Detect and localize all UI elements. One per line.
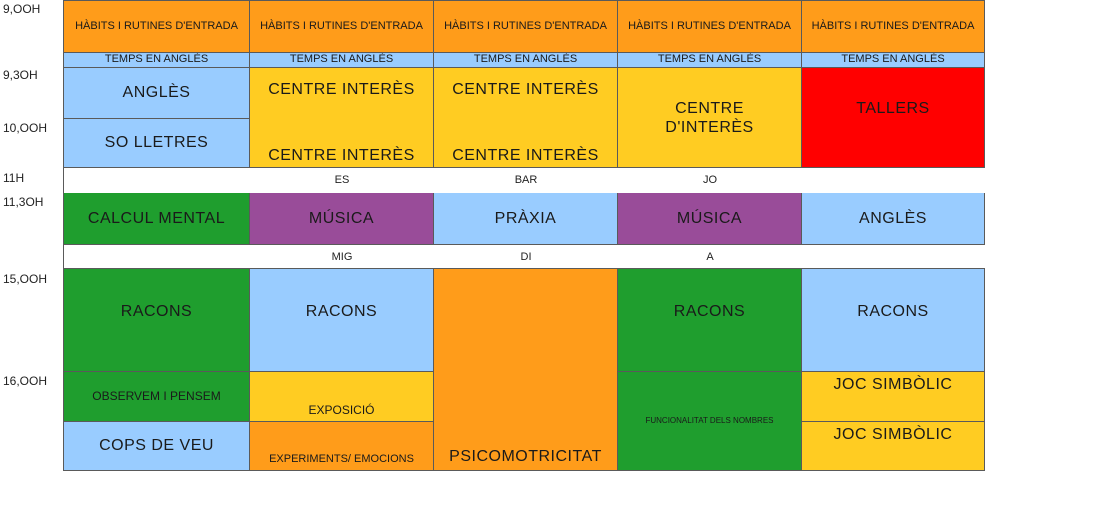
psychomotricity-wed: PSICOMOTRICITAT (434, 269, 618, 471)
break1-label-thu: JO (702, 174, 718, 186)
corners-mon: RACONS (64, 269, 250, 372)
interest-centre-tue: CENTRE INTERÈS CENTRE INTERÈS (250, 68, 434, 168)
corners-thu: RACONS (618, 269, 802, 372)
voice-strokes-mon: COPS DE VEU (64, 422, 250, 471)
english-time-fri: TEMPS EN ANGLÈS (802, 53, 985, 68)
corners-fri: RACONS (802, 269, 985, 372)
time-label-11: 11H (3, 171, 25, 185)
interest-centre-wed: CENTRE INTERÈS CENTRE INTERÈS (434, 68, 618, 168)
english-time-thu: TEMPS EN ANGLÈS (618, 53, 802, 68)
time-label-9-30: 9,3OH (3, 68, 38, 82)
time-label-16-00: 16,OOH (3, 374, 48, 388)
time-label-10-00: 10,OOH (3, 121, 48, 135)
english-fri: ANGLÈS (802, 193, 985, 245)
corners-tue: RACONS (250, 269, 434, 372)
experiments-emotions-tue: EXPERIMENTS/ EMOCIONS (250, 422, 434, 471)
english-time-tue: TEMPS EN ANGLÈS (250, 53, 434, 68)
interest-centre-thu: CENTRE D'INTERÈS (618, 68, 802, 168)
music-tue: MÚSICA (250, 193, 434, 245)
english-mon: ANGLÈS (64, 68, 250, 119)
entry-routines-mon: HÀBITS I RUTINES D'ENTRADA (64, 1, 250, 53)
break1-label-wed: BAR (514, 174, 538, 186)
entry-routines-tue: HÀBITS I RUTINES D'ENTRADA (250, 1, 434, 53)
english-time-mon: TEMPS EN ANGLÈS (64, 53, 250, 68)
observe-think-mon: OBSERVEM I PENSEM (64, 372, 250, 422)
entry-routines-wed: HÀBITS I RUTINES D'ENTRADA (434, 1, 618, 53)
entry-routines-fri: HÀBITS I RUTINES D'ENTRADA (802, 1, 985, 53)
letter-sounds-mon: SO LLETRES (64, 119, 250, 168)
break1-label-tue: ES (334, 174, 350, 186)
exhibition-tue: EXPOSICIÓ (250, 372, 434, 422)
symbolic-play-fri-2: JOC SIMBÒLIC (802, 422, 985, 471)
time-label-11-30: 11,3OH (3, 195, 44, 209)
praxis-wed: PRÀXIA (434, 193, 618, 245)
break2-label-tue: MIG (331, 251, 353, 263)
workshops-fri: TALLERS (802, 68, 985, 168)
mental-math-mon: CALCUL MENTAL (64, 193, 250, 245)
symbolic-play-fri-1: JOC SIMBÒLIC (802, 372, 985, 422)
break2-label-wed: DI (520, 251, 532, 263)
english-time-wed: TEMPS EN ANGLÈS (434, 53, 618, 68)
music-thu: MÚSICA (618, 193, 802, 245)
break2-label-thu: A (706, 251, 714, 263)
time-label-15-00: 15,OOH (3, 272, 48, 286)
entry-routines-thu: HÀBITS I RUTINES D'ENTRADA (618, 1, 802, 53)
number-functionality-thu: FUNCIONALITAT DELS NOMBRES (618, 372, 802, 471)
time-label-9-00: 9,OOH (3, 2, 41, 16)
